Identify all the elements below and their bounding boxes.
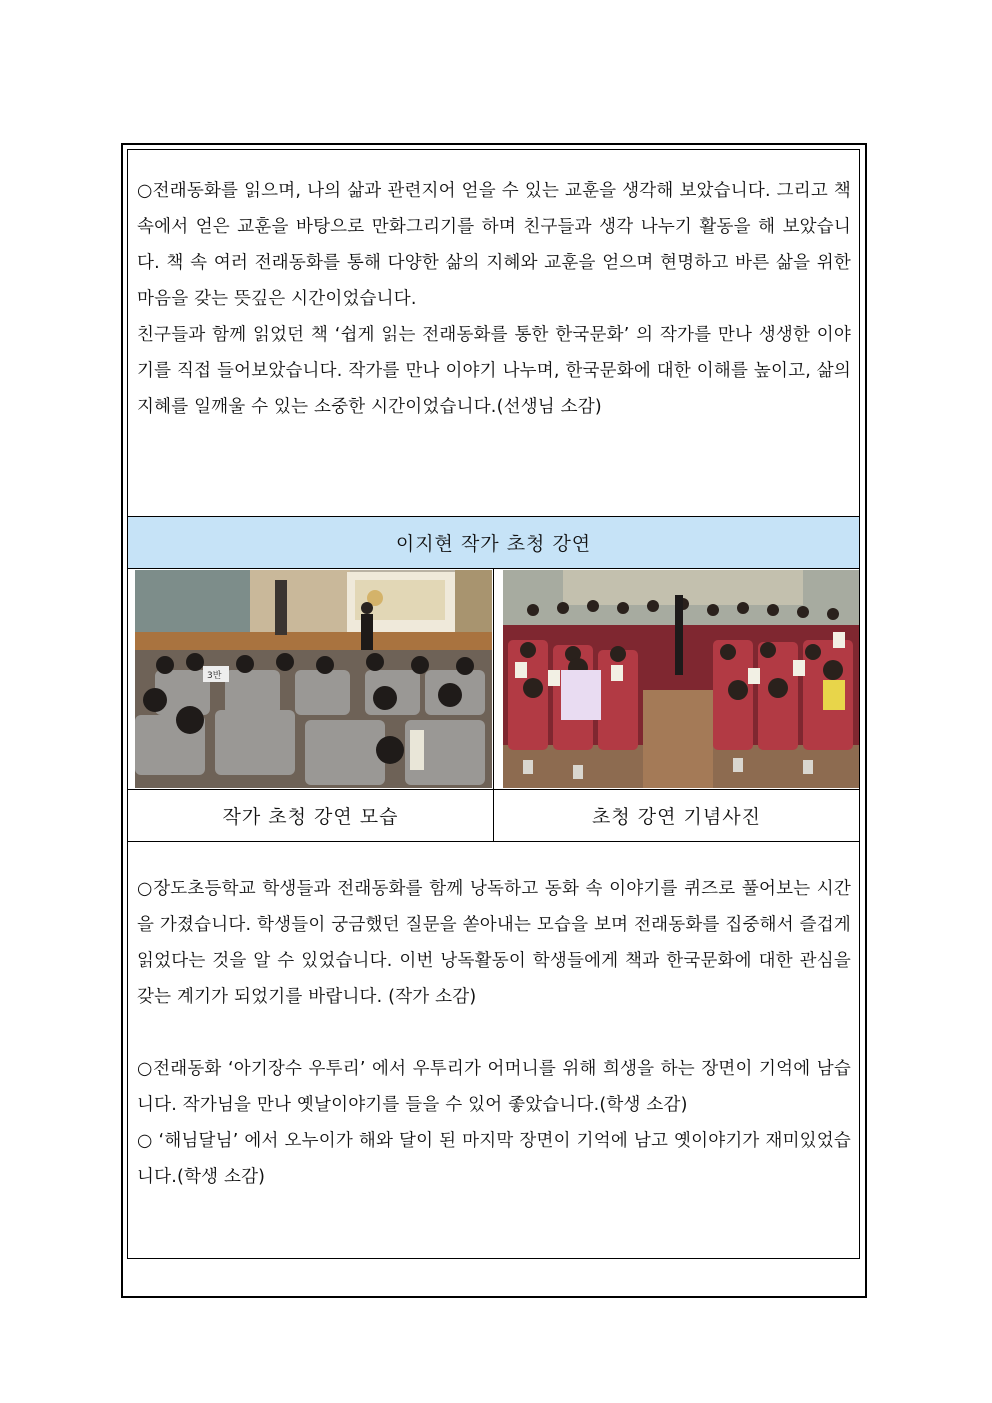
intro-paragraph-1: ○전래동화를 읽으며, 나의 삶과 관련지어 얻을 수 있는 교훈을 생각해 보았습니다. 그리고 책 속에서 얻은 교훈을 바탕으로 만화그리기를 하며 친구들과 생각 나누기 활동을 해 보았습니다. 책 속 여러 전래동화를 통해 다양한 삶의 지혜와 교훈을 얻으며 현명하고 바른 삶을 위한 마음을 갖는 뜻깊은 시간이었습니다.	[137, 181, 851, 309]
right-photo-caption	[494, 790, 859, 841]
blank-line	[137, 1015, 851, 1051]
section-banner	[128, 517, 859, 568]
reflections-text	[137, 871, 851, 1195]
student-reflection-1: ○전래동화 ‘아기장수 우투리’ 에서 우투리가 어머니를 위해 희생을 하는 장면이 기억에 남습니다. 작가님을 만나 옛날이야기를 들을 수 있어 좋았습니다.(학생 소감)	[137, 1059, 851, 1115]
intro-text	[137, 173, 851, 425]
group-photo	[503, 570, 859, 788]
left-caption-text: 작가 초청 강연 모습	[222, 806, 399, 828]
intro-paragraph-2: 친구들과 함께 읽었던 책 ‘쉽게 읽는 전래동화를 통한 한국문화’ 의 작가를 만나 생생한 이야기를 직접 들어보았습니다. 작가를 만나 이야기 나누며, 한국문화에 대한 이해를 높이고, 삶의 지혜를 일깨울 수 있는 소중한 시간이었습니다.(선생님 소감)	[137, 325, 851, 417]
class-sign-text: 3반	[207, 671, 222, 681]
right-caption-text: 초청 강연 기념사진	[592, 806, 761, 828]
divider	[127, 841, 860, 842]
banner-title: 이지현 작가 초청 강연	[395, 533, 592, 555]
lecture-photo	[135, 570, 492, 788]
left-photo-caption	[128, 790, 493, 841]
student-reflection-2: ○ ‘해님달님’ 에서 오누이가 해와 달이 된 마지막 장면이 기억에 남고 옛이야기가 재미있었습니다.(학생 소감)	[137, 1131, 851, 1187]
author-reflection: ○장도초등학교 학생들과 전래동화를 함께 낭독하고 동화 속 이야기를 퀴즈로 풀어보는 시간을 가졌습니다. 학생들이 궁금했던 질문을 쏟아내는 모습을 보며 전래동화를 집중해서 즐겁게 읽었다는 것을 알 수 있었습니다. 이번 낭독활동이 학생들에게 책과 한국문화에 대한 관심을 갖는 계기가 되었기를 바랍니다. (작가 소감)	[137, 879, 851, 1007]
